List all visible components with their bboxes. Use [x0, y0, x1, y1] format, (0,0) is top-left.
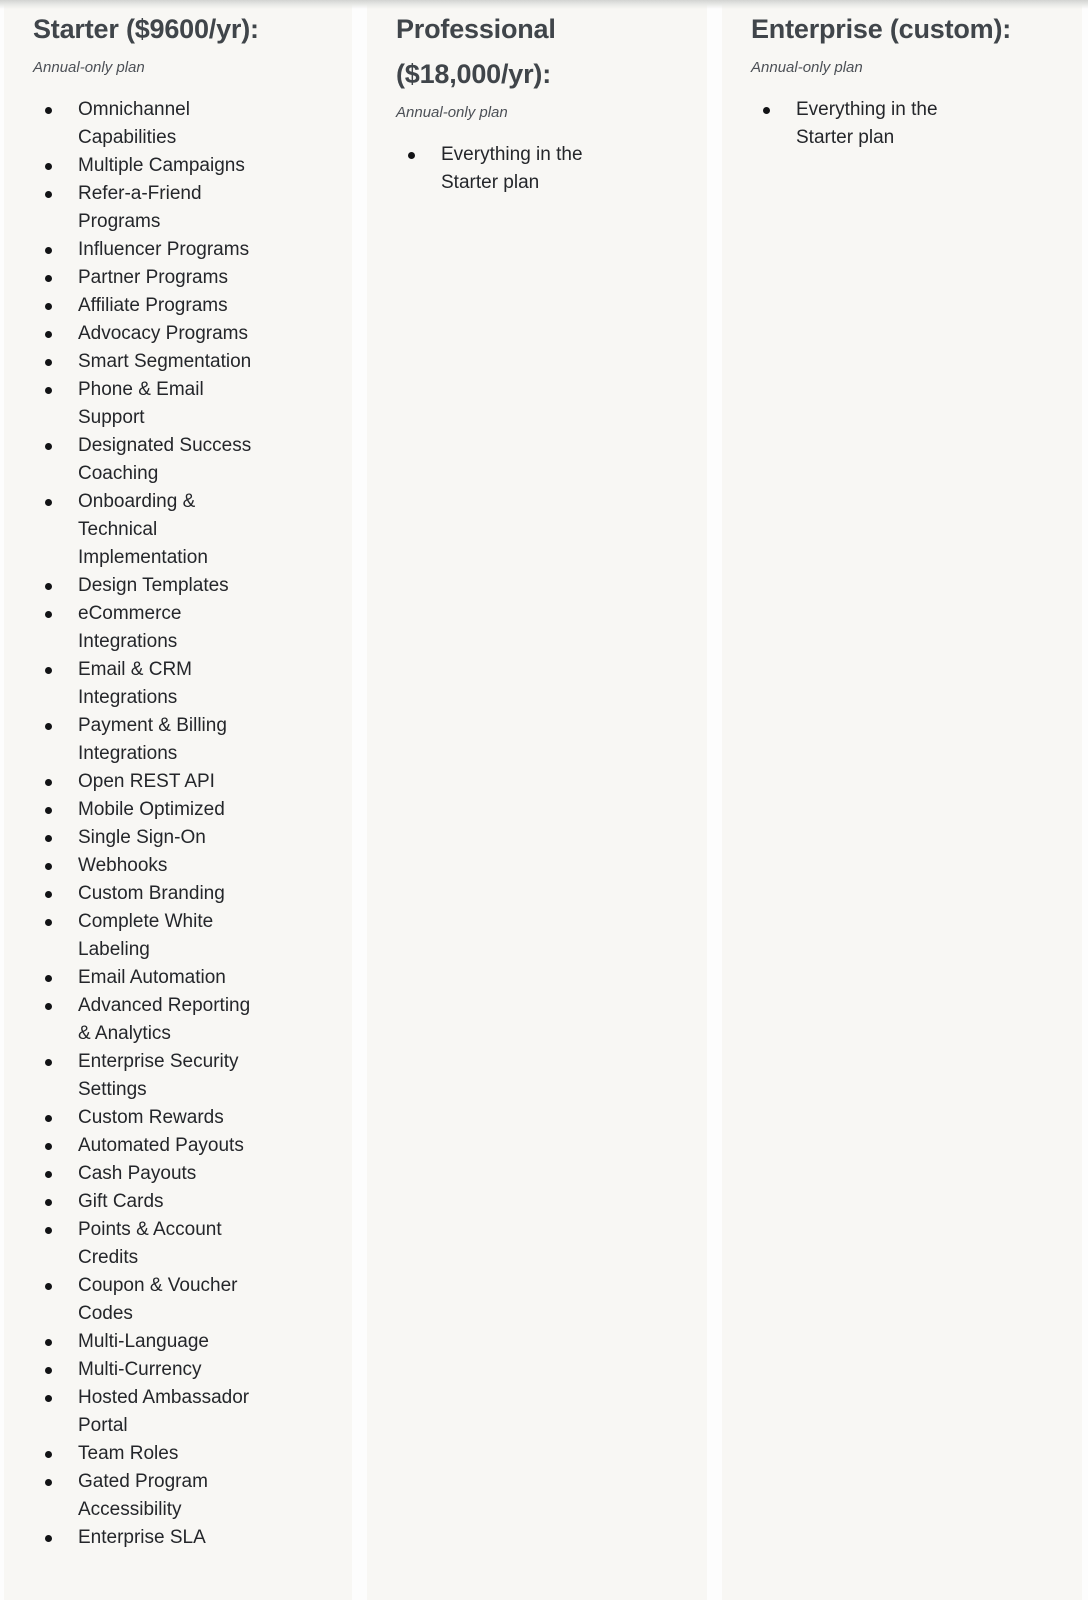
feature-item: Gift Cards — [33, 1188, 266, 1216]
plan-subtitle-enterprise: Annual-only plan — [751, 59, 863, 76]
feature-item: Email Automation — [33, 964, 266, 992]
feature-item: Cash Payouts — [33, 1160, 266, 1188]
feature-item: Webhooks — [33, 852, 266, 880]
feature-item: Automated Payouts — [33, 1132, 266, 1160]
plan-column-enterprise — [722, 0, 1082, 1600]
plan-subtitle-professional: Annual-only plan — [396, 104, 508, 121]
feature-item: Phone & Email Support — [33, 376, 266, 432]
feature-item: Hosted Ambassador Portal — [33, 1384, 266, 1440]
feature-item: Affiliate Programs — [33, 292, 266, 320]
feature-item: Open REST API — [33, 768, 266, 796]
plan-title-starter: Starter ($9600/yr): — [33, 14, 259, 44]
feature-item: Designated Success Coaching — [33, 432, 266, 488]
feature-item: Partner Programs — [33, 264, 266, 292]
feature-item: Refer-a-Friend Programs — [33, 180, 266, 236]
feature-item: Enterprise Security Settings — [33, 1048, 266, 1104]
plan-title-enterprise: Enterprise (custom): — [751, 14, 1012, 44]
feature-item: Custom Rewards — [33, 1104, 266, 1132]
feature-item: Team Roles — [33, 1440, 266, 1468]
feature-item: Complete White Labeling — [33, 908, 266, 964]
feature-item: Enterprise SLA — [33, 1524, 266, 1552]
feature-item: Mobile Optimized — [33, 796, 266, 824]
feature-item: Email & CRM Integrations — [33, 656, 266, 712]
feature-item: Points & Account Credits — [33, 1216, 266, 1272]
feature-item: Smart Segmentation — [33, 348, 266, 376]
feature-item: Onboarding & Technical Implementation — [33, 488, 266, 572]
feature-item: Influencer Programs — [33, 236, 266, 264]
plan-features-starter — [33, 96, 266, 1552]
feature-item: Multiple Campaigns — [33, 152, 266, 180]
plan-features-professional — [396, 141, 629, 197]
feature-item: Multi-Currency — [33, 1356, 266, 1384]
feature-item: Custom Branding — [33, 880, 266, 908]
feature-item: Everything in the Starter plan — [751, 96, 984, 152]
plan-column-professional — [367, 0, 707, 1600]
feature-item: Design Templates — [33, 572, 266, 600]
plan-title-professional: Professional ($18,000/yr): — [396, 14, 556, 89]
feature-item: Gated Program Accessibility — [33, 1468, 266, 1524]
feature-item: Omnichannel Capabilities — [33, 96, 266, 152]
feature-item: Advanced Reporting & Analytics — [33, 992, 266, 1048]
feature-item: Everything in the Starter plan — [396, 141, 629, 197]
feature-item: Single Sign-On — [33, 824, 266, 852]
feature-item: Multi-Language — [33, 1328, 266, 1356]
plan-features-enterprise — [751, 96, 984, 152]
feature-item: Payment & Billing Integrations — [33, 712, 266, 768]
feature-item: Advocacy Programs — [33, 320, 266, 348]
feature-item: eCommerce Integrations — [33, 600, 266, 656]
plan-column-starter — [4, 0, 352, 1600]
plan-subtitle-starter: Annual-only plan — [33, 59, 145, 76]
feature-item: Coupon & Voucher Codes — [33, 1272, 266, 1328]
